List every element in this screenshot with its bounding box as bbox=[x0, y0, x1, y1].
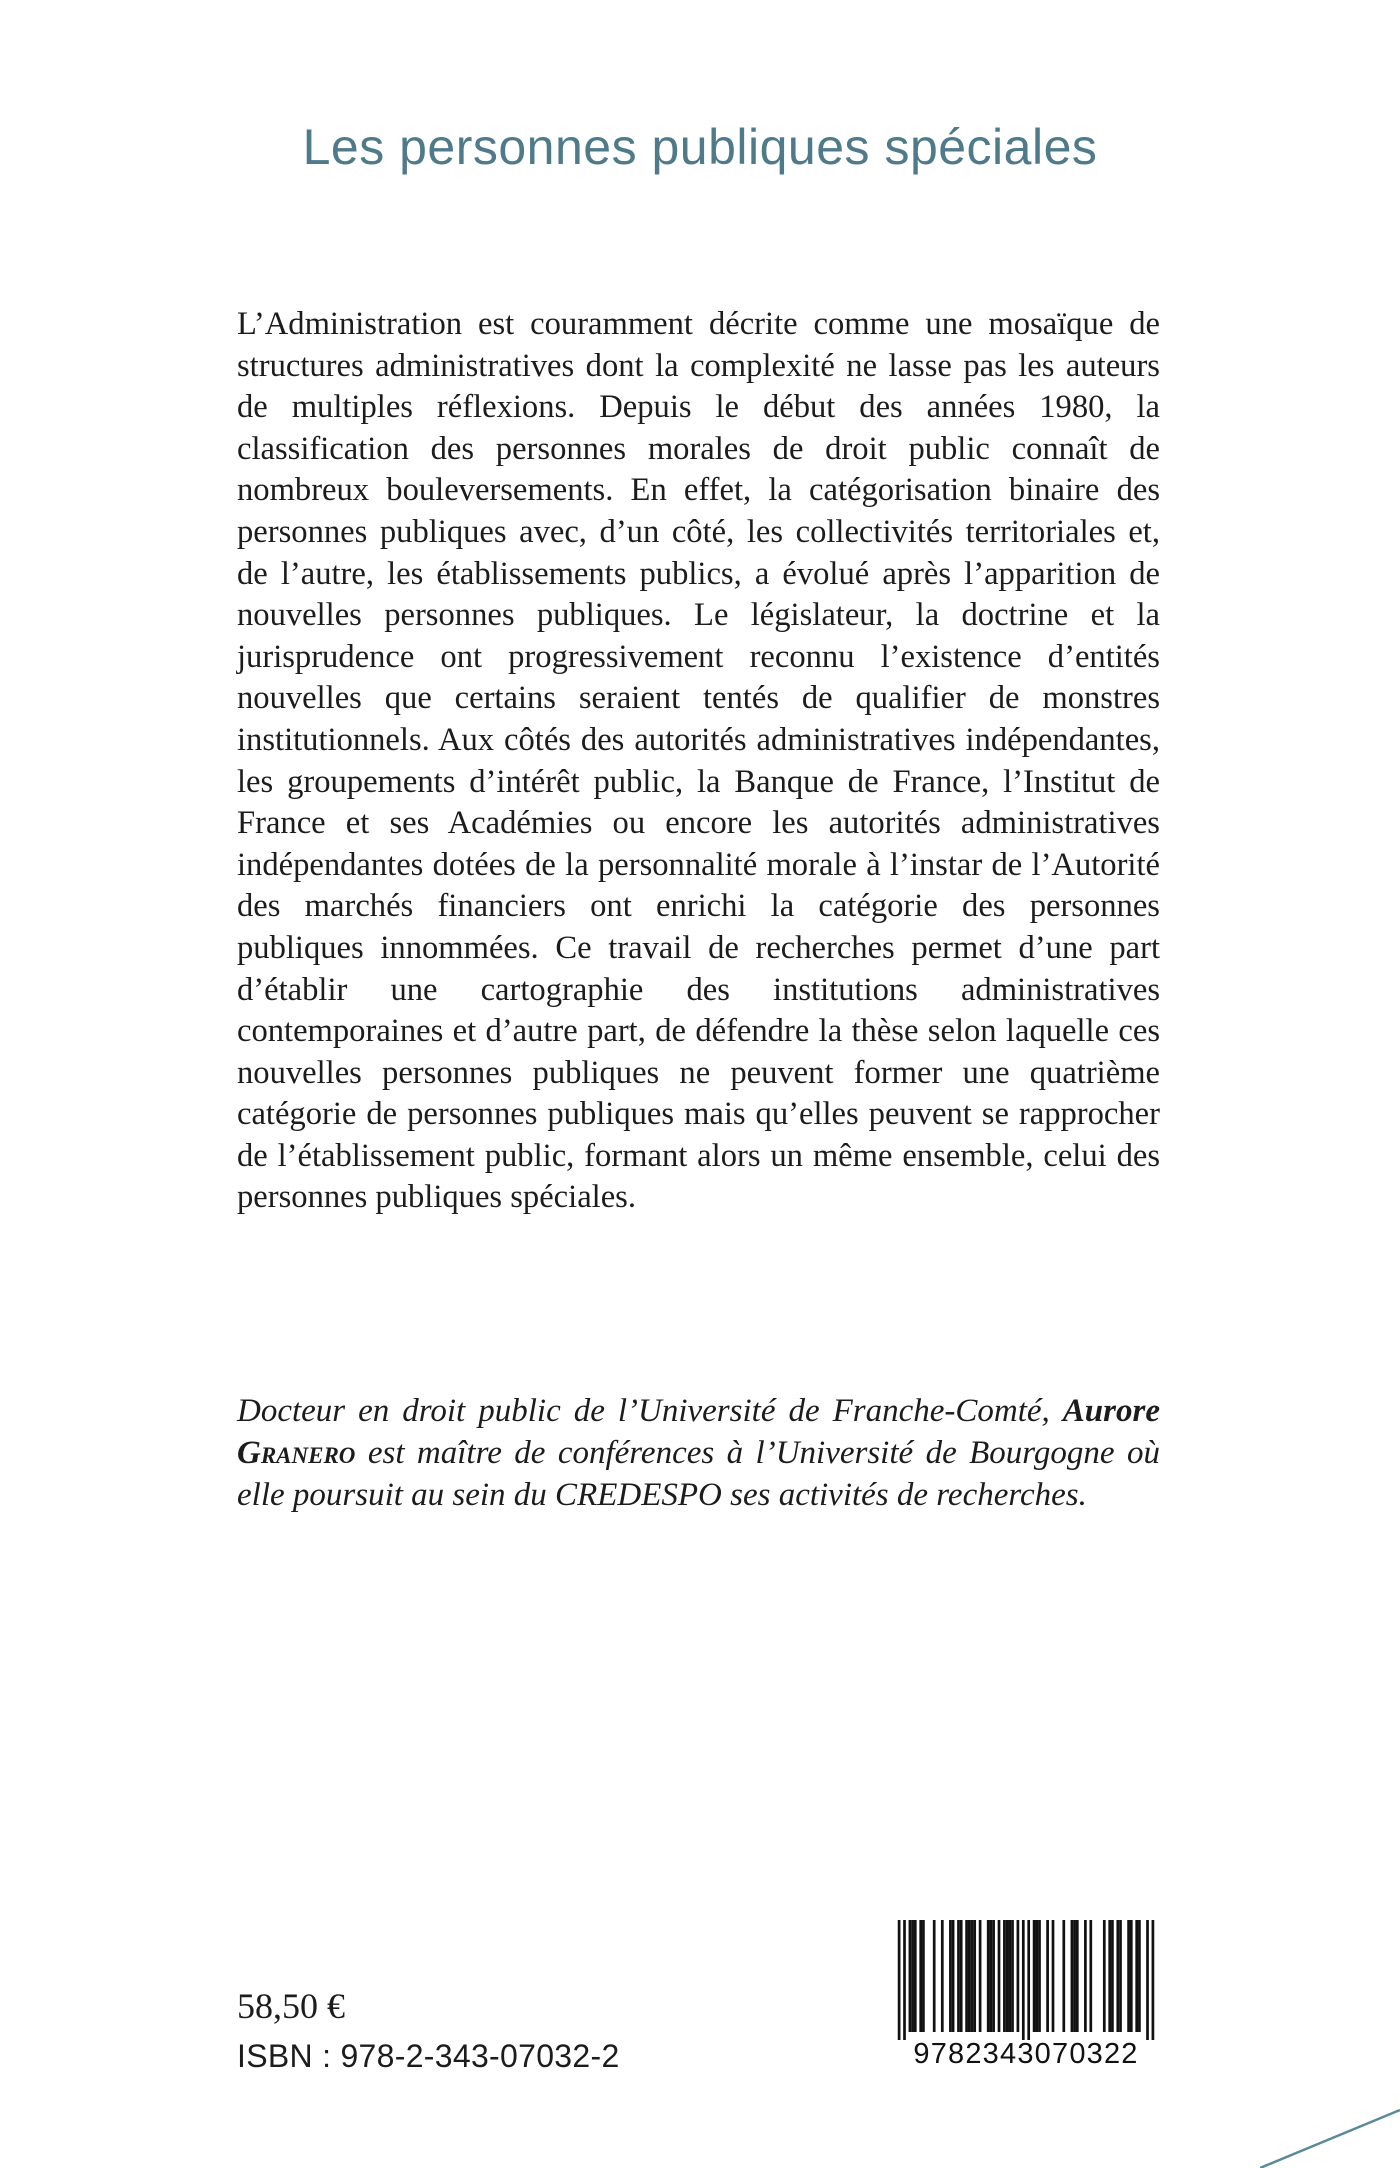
barcode-bar bbox=[909, 1920, 912, 2032]
barcode-bar bbox=[1146, 1920, 1149, 2040]
author-first-name: Aurore bbox=[1062, 1393, 1160, 1429]
barcode-bar bbox=[1076, 1920, 1079, 2032]
barcode-bar bbox=[1046, 1920, 1049, 2032]
barcode-bar bbox=[1006, 1920, 1009, 2032]
barcode-bar bbox=[1084, 1920, 1087, 2032]
barcode-bar bbox=[898, 1920, 901, 2040]
barcode-bar bbox=[1135, 1920, 1138, 2032]
barcode-bar bbox=[1130, 1920, 1133, 2032]
bio-intro: Docteur en droit public de l’Université de Franche-Comté, bbox=[237, 1393, 1063, 1429]
price: 58,50 € bbox=[237, 1986, 345, 2026]
barcode-bar bbox=[1103, 1920, 1106, 2032]
barcode-bar bbox=[990, 1920, 993, 2032]
barcode-bar bbox=[1022, 1920, 1025, 2040]
barcode-bar bbox=[933, 1920, 936, 2032]
barcode-bar bbox=[971, 1920, 974, 2032]
barcode-bar bbox=[960, 1920, 963, 2032]
corner-line-decoration bbox=[1260, 2100, 1400, 2168]
barcode-bar bbox=[1035, 1920, 1038, 2032]
barcode-bar bbox=[992, 1920, 995, 2032]
barcode-bar bbox=[998, 1920, 1001, 2032]
barcode-bar bbox=[1071, 1920, 1074, 2032]
barcode-bar bbox=[1138, 1920, 1141, 2032]
barcode-bar bbox=[1119, 1920, 1122, 2032]
barcode-bar bbox=[1052, 1920, 1055, 2032]
barcode-bar bbox=[1017, 1920, 1020, 2032]
barcode-bar bbox=[973, 1920, 976, 2032]
barcode-bar bbox=[1033, 1920, 1036, 2032]
barcode-bar bbox=[1116, 1920, 1119, 2032]
barcode-number: 9782343070322 bbox=[913, 2038, 1139, 2070]
barcode bbox=[890, 1920, 1162, 2080]
barcode-bar bbox=[968, 1920, 971, 2032]
barcode-bar bbox=[965, 1920, 968, 2032]
barcode-bars bbox=[890, 1920, 1162, 2040]
barcode-bar bbox=[1073, 1920, 1076, 2032]
bio-rest: est maître de conférences à l’Université de Bourgogne où elle poursuit au sein du CREDESPO ses activités de recherches. bbox=[237, 1435, 1160, 1513]
barcode-bar bbox=[1089, 1920, 1092, 2032]
barcode-bar bbox=[911, 1920, 914, 2032]
barcode-bar bbox=[987, 1920, 990, 2032]
barcode-bar bbox=[922, 1920, 925, 2032]
barcode-bar bbox=[1152, 1920, 1155, 2040]
barcode-bar bbox=[1008, 1920, 1011, 2032]
barcode-bar bbox=[1108, 1920, 1111, 2032]
barcode-bar bbox=[914, 1920, 917, 2032]
barcode-bar bbox=[1003, 1920, 1006, 2032]
barcode-bar bbox=[941, 1920, 944, 2032]
barcode-bar bbox=[957, 1920, 960, 2032]
barcode-bar bbox=[919, 1920, 922, 2032]
barcode-bar bbox=[952, 1920, 955, 2032]
barcode-bar bbox=[1062, 1920, 1065, 2032]
book-title: Les personnes publiques spéciales bbox=[302, 119, 1098, 175]
barcode-bar bbox=[1027, 1920, 1030, 2040]
author-bio bbox=[237, 1390, 1160, 1516]
barcode-bar bbox=[1111, 1920, 1114, 2032]
isbn: ISBN : 978-2-343-07032-2 bbox=[237, 2038, 620, 2074]
barcode-bar bbox=[1038, 1920, 1041, 2032]
barcode-bar bbox=[949, 1920, 952, 2032]
summary-paragraph: L’Administration est couramment décrite comme une mosaïque de structures administratives dont la complexité ne lasse pas les auteurs de multiples réflexions. Depuis le début des années 1980, la classification des personnes morales de droit public connaît de nombreux bouleversements. En effet, la catégorisation binaire des personnes publiques avec, d’un côté, les collectivités territoriales et, de l’autre, les établissements publics, a évolué après l’apparition de nouvelles personnes publiques. Le législateur, la doctrine et la jurisprudence ont progressivement reconnu l’existence d’entités nouvelles que certains seraient tentés de qualifier de monstres institutionnels. Aux côtés des autorités administratives indépendantes, les groupements d’intérêt public, la Banque de France, l’Institut de France et ses Académies ou encore les autorités administratives indépendantes dotées de la personnalité morale à l’instar de l’Autorité des marchés financiers ont enrichi la catégorie des personnes publiques innommées. Ce travail de recherches permet d’une part d’établir une cartographie des institutions administratives contemporaines et d’autre part, de défendre la thèse selon laquelle ces nouvelles personnes publiques ne peuvent former une quatrième catégorie de personnes publiques mais qu’elles peuvent se rapprocher de l’établissement public, formant alors un même ensemble, celui des personnes publiques spéciales. bbox=[237, 306, 1160, 1216]
barcode-bar bbox=[903, 1920, 906, 2040]
barcode-bar bbox=[1127, 1920, 1130, 2032]
barcode-bar bbox=[1011, 1920, 1014, 2032]
author-last-name: Granero bbox=[237, 1435, 356, 1471]
barcode-bar bbox=[979, 1920, 982, 2032]
